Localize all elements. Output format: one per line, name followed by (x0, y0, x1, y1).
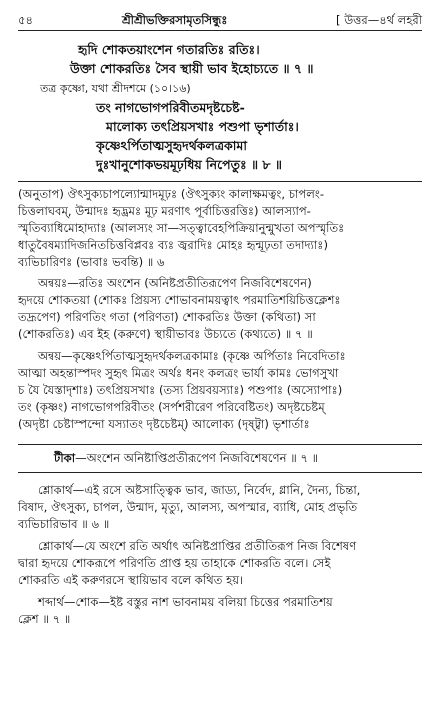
page-number: ৫৪ (18, 13, 33, 27)
page-header (18, 10, 422, 31)
verse-source: তত্র কৃষ্ণো, যথা শ্রীদশমে (১০।১৬) (40, 82, 191, 95)
tika-section (54, 450, 318, 467)
anvaya-line: (শোকরতিঃ) এব ইহ (করুণে) স্থায়ীভাবঃ উচ্যতে (কথ্যতে) ॥ ৭ ॥ (18, 327, 313, 341)
verse-line: মালোক্য তৎপ্রিয়সখাঃ পশুপা ভৃশার্তাঃ। (106, 119, 299, 134)
anvaya-line: (অদৃষ্টা চেষ্টাস্পন্দো যস্যাতং দৃষ্টচেষ্টম্) আলোক্য (দৃষ্ট্বা) ভৃশার্তাঃ (18, 417, 310, 431)
commentary-line: (অনুতাপ) ঔৎসুক্যচাপল্যোন্মাদমূঢ়ঃ (ঔৎসুক্যং কালাক্ষমত্বং, চাপলং- (18, 187, 325, 201)
shlokartha-line: শ্লোকার্থ—এই রসে অষ্টসাত্ত্বিক ভাব, জাড্য, নির্বেদ, গ্লানি, দৈন্য, চিন্তা, (38, 483, 361, 497)
shlokartha-line: ব্যভিচারিভাব ॥ ৬ ॥ (18, 517, 110, 531)
tika-top-rule (18, 444, 422, 445)
tika-text: —অংশেন অনিষ্টাপ্তিপ্রতীরূপেণ নিজবিশেষণেন ॥ ৭ ॥ (75, 451, 319, 465)
commentary-line: চিত্তলাঘবম্, উন্মাদঃ হৃদ্ভ্রমঃ মূঢ় মরণাৎ পূর্বাচিত্তরত্তিঃ) আলস্যাপ- (18, 204, 311, 218)
shlokartha-line: বিষাদ, ঔৎসুক্য, চাপল, উন্মাদ, মৃত্যু, আলস্য, অপস্মার, ব্যাধি, মোহ প্রভৃতি (18, 500, 358, 514)
shlokartha-line: শোকরতি এই করুণরসে স্থায়িভাব বলে কথিত হয়। (18, 573, 244, 587)
anvaya-line: অন্বয়—কৃষ্ণেঽর্পিতাত্মসুহৃদর্থকলত্রকামাঃ (কৃষ্ণে অর্পিতাঃ নিবেদিতাঃ (38, 349, 346, 363)
book-title: শ্রীশ্রীভক্তিরসামৃতসিন্ধুঃ (122, 13, 228, 27)
anvaya-line: অন্বয়ঃ—রতিঃ অংশেন (অনিষ্টপ্রতীতিরূপেণ নিজবিশেষণেন) (38, 276, 312, 290)
shabdartha-line: শব্দার্থ—শোক—ইষ্ট বস্তুর নাশ ভাবনাময় বলিয়া চিত্তের পরমাতিশয় (38, 595, 333, 609)
verse-line: দুঃখানুশোকভয়মূঢ়ধিয় নিপেতুঃ ॥ ৮ ॥ (96, 157, 282, 172)
commentary-line: ব্যভিচারিণঃ (ভাবাঃ ভবন্তি) ॥ ৬ (18, 255, 165, 269)
shabdartha-line: ক্লেশ ॥ ৭ ॥ (18, 612, 71, 626)
anvaya-line: তদ্রূপেণ) পরিণতিং গতা (পরিণতা) শোকরতিঃ উক্তা (কথিতা) সা (18, 310, 316, 324)
shlokartha-line: দ্বারা হৃদয়ে শোকরূপে পরিণতি প্রাপ্ত হয় তাহাকে শোকরতি বলে। সেই (18, 556, 331, 570)
verse-line: কৃষ্ণেঽর্পিতাত্মসুহৃদর্থকলত্রকামা (96, 138, 247, 153)
tika-label: টীকা (54, 451, 76, 465)
commentary-line: ধাতুবৈষম্যাদিজনিতচিত্তবিপ্লবঃ ব্যঃ জ্বরাদিঃ মোহঃ হৃন্মূঢ়তা তদাদ্যাঃ) (18, 238, 328, 252)
shlokartha-line: শ্লোকার্থ—যে অংশে রতি অর্থাৎ অনিষ্টপ্রাপ্তির প্রতীতিরূপ নিজ বিশেষণ (38, 539, 357, 553)
verse-line: হৃদি শোকতয়াংশেন গতারতিঃ রতিঃ। (78, 42, 260, 57)
anvaya-line: আত্মা অহন্তাস্পদং সুহৃৎ মিত্রং অর্থঃ ধনং কলত্রং ভার্যা কামঃ ভোগসুখা (18, 366, 339, 380)
anvaya-line: হৃদয়ে শোকতয়া (শোকঃ প্রিয়স্য শোভাবনাময়ত্বাৎ পরমাতিশয়িচিত্তক্লেশঃ (18, 293, 341, 307)
anvaya-line: তং (কৃষ্ণং) নাগভোগপরিবীতং (সর্পশরীরেণ পরিবেষ্টিতং) অদৃষ্টচেষ্টম্ (18, 400, 325, 414)
verse-line: তং নাগভোগপরিবীতমদৃষ্টচেষ্ট- (96, 100, 245, 115)
section-divider (18, 181, 422, 182)
verse-line: উক্তা শোকরতিঃ সৈব স্থায়ী ভাব ইহোচ্যতে ॥ ৭ ॥ (70, 61, 314, 76)
chapter-label: [ উত্তর—৪র্থ লহরী (336, 13, 422, 27)
tika-bottom-rule (18, 472, 422, 473)
anvaya-line: চ যৈ যৈস্তাদৃশাঃ) তৎপ্রিয়সখাঃ (তস্য প্রিয়বয়স্যাঃ) পশুপাঃ (অস্যোপাঃ) (18, 383, 343, 397)
commentary-line: স্মৃতিব্যাধিমোহাদ্যাঃ (আলস্যং সা—সত্ত্বাবেহপিক্রিয়ানুন্মুখতা অপস্মৃতিঃ (18, 221, 345, 235)
